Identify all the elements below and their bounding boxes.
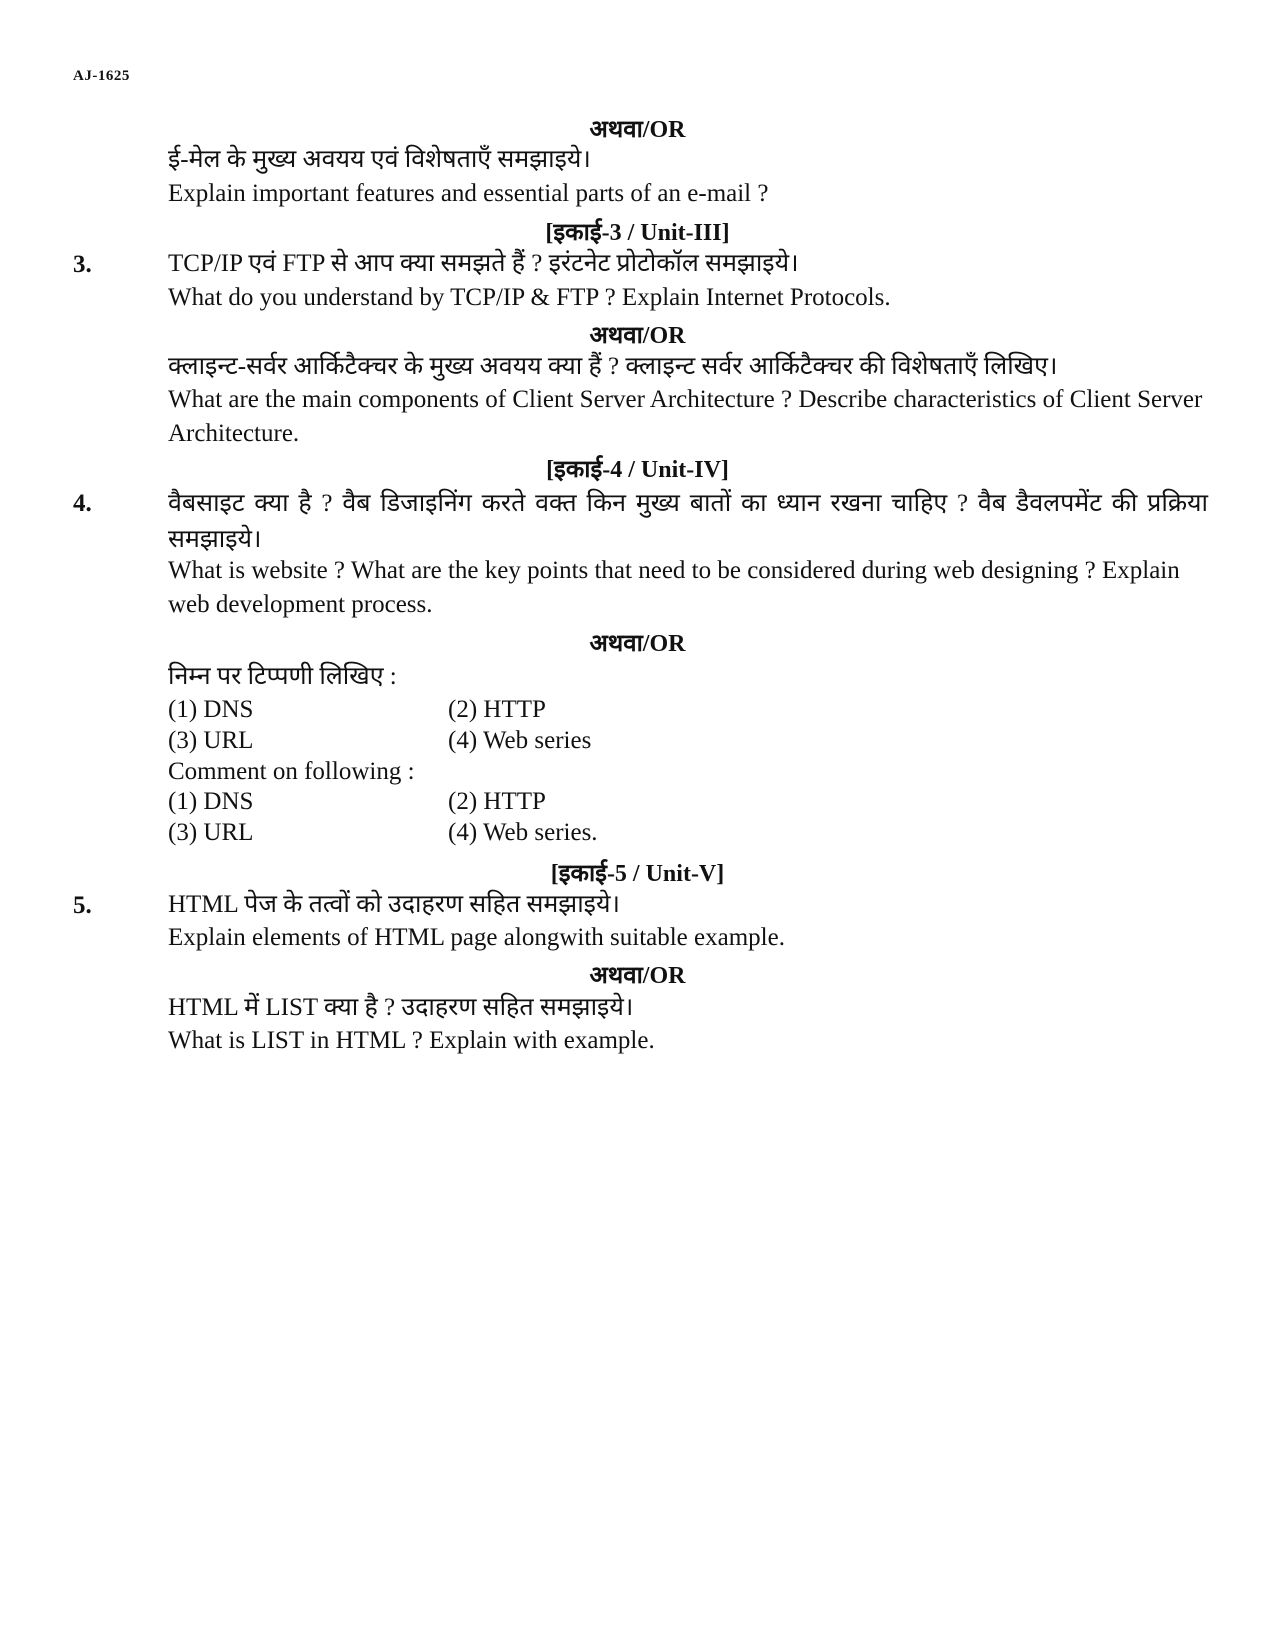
question-3-alt-hindi: क्लाइन्ट-सर्वर आर्किटैक्चर के मुख्य अवयय क्या हैं ? क्लाइन्ट सर्वर आर्किटैक्चर की विशेषताएँ लिखिए। (168, 353, 1058, 380)
list-item (168, 694, 868, 726)
or-divider: अथवा/OR (589, 631, 686, 657)
question-4-number: 4. (73, 490, 92, 517)
unit-3-heading: [इकाई-3 / Unit-III] (545, 220, 730, 246)
paper-code: AJ-1625 (73, 68, 130, 84)
item-http: (2) HTTP (448, 696, 546, 723)
question-4-alt-english: Comment on following : (168, 758, 415, 785)
item-http: (2) HTTP (448, 788, 546, 815)
item-web-series: (4) Web series. (448, 819, 598, 846)
question-3-english: What do you understand by TCP/IP & FTP ? Explain Internet Protocols. (168, 284, 891, 311)
question-5-alt-hindi: HTML में LIST क्या है ? उदाहरण सहित समझाइये। (168, 994, 634, 1021)
or-divider: अथवा/OR (589, 323, 686, 349)
question-4-english: What is website ? What are the key points that need to be considered during web designing ? Explain web development process. (168, 557, 1180, 618)
list-item (168, 817, 868, 849)
question-2-alt-hindi: ई-मेल के मुख्य अवयय एवं विशेषताएँ समझाइये। (168, 146, 591, 173)
question-5-alt-english: What is LIST in HTML ? Explain with example. (168, 1027, 655, 1054)
item-url: (3) URL (168, 819, 254, 846)
question-3-number: 3. (73, 251, 92, 278)
or-divider: अथवा/OR (589, 963, 686, 989)
item-dns: (1) DNS (168, 788, 254, 815)
question-4-hindi: वैबसाइट क्या है ? वैब डिजाइनिंग करते वक्त किन मुख्य बातों का ध्यान रखना चाहिए ? वैब डैवलपमेंट की प्रक्रिया समझाइये। (168, 490, 1208, 553)
question-5-hindi: HTML पेज के तत्वों को उदाहरण सहित समझाइये। (168, 891, 620, 918)
or-divider: अथवा/OR (589, 117, 686, 143)
item-url: (3) URL (168, 727, 254, 754)
question-3-hindi: TCP/IP एवं FTP से आप क्या समझते हैं ? इरंटनेट प्रोटोकॉल समझाइये। (168, 250, 799, 277)
question-5-english: Explain elements of HTML page alongwith suitable example. (168, 924, 785, 951)
question-2-alt-english: Explain important features and essential parts of an e-mail ? (168, 180, 769, 207)
unit-4-heading: [इकाई-4 / Unit-IV] (546, 457, 729, 483)
item-dns: (1) DNS (168, 696, 254, 723)
unit-5-heading: [इकाई-5 / Unit-V] (550, 861, 725, 887)
question-4-alt-hindi: निम्न पर टिप्पणी लिखिए : (168, 663, 397, 690)
list-item (168, 725, 868, 757)
question-5-number: 5. (73, 892, 92, 919)
question-3-alt-english: What are the main components of Client Server Architecture ? Describe characteristics of Client Server Architecture. (168, 386, 1203, 447)
item-web-series: (4) Web series (448, 727, 592, 754)
list-item (168, 786, 868, 818)
